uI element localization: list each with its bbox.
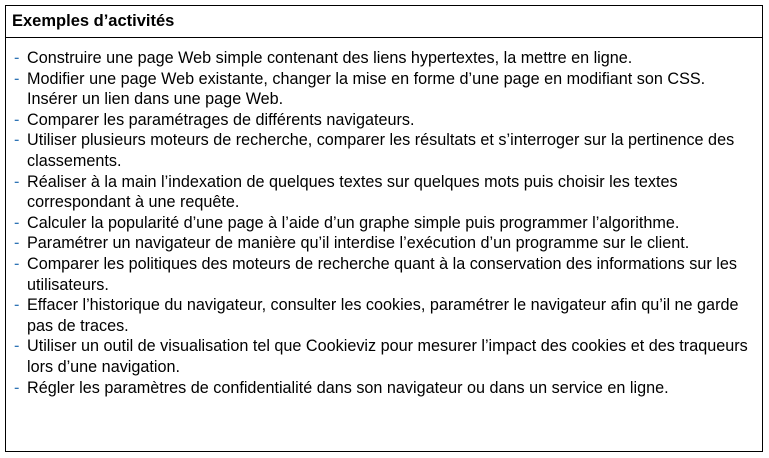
activity-text: Effacer l’historique du navigateur, consulter les cookies, paramétrer le navigateur afin qu’il ne garde pas de traces. [27,296,739,335]
activities-table [5,5,763,452]
list-item [10,130,756,171]
list-item [10,233,756,254]
activity-list [6,38,762,398]
list-item [10,48,756,69]
table-title: Exemples d’activités [12,12,175,30]
activity-text: Comparer les politiques des moteurs de recherche quant à la conservation des informations sur les utilisateurs. [27,254,737,294]
activity-text: Paramétrer un navigateur de manière qu’il interdise l’exécution d’un programme sur le client. [27,234,690,253]
list-item [10,295,756,336]
dash-bullet: - [14,254,20,273]
activity-text: Régler les paramètres de confidentialité dans son navigateur ou dans un service en ligne. [27,378,669,397]
list-item [10,336,756,377]
list-item [10,110,756,131]
dash-bullet: - [14,378,20,397]
list-item [10,172,756,213]
list-item [10,254,756,295]
table-header [6,6,762,38]
activity-text: Construire une page Web simple contenant des liens hypertextes, la mettre en ligne. [27,49,633,67]
dash-bullet: - [14,69,20,88]
activity-text: Comparer les paramétrages de différents navigateurs. [27,110,415,129]
dash-bullet: - [14,49,20,67]
dash-bullet: - [14,234,20,253]
activity-text: Utiliser un outil de visualisation tel que Cookieviz pour mesurer l’impact des cookies et des traqueurs lors d’une navigation. [27,337,748,376]
activity-text: Calculer la popularité d’une page à l’aide d’un graphe simple puis programmer l’algorithme. [27,213,680,232]
activity-text: Réaliser à la main l’indexation de quelques textes sur quelques mots puis choisir les textes correspondant à une requête. [27,172,678,212]
dash-bullet: - [14,131,20,150]
dash-bullet: - [14,296,20,315]
list-item [10,378,756,399]
activity-text: Modifier une page Web existante, changer la mise en forme d’une page en modifiant son CSS. Insérer un lien dans une page Web. [27,69,706,109]
dash-bullet: - [14,172,20,191]
dash-bullet: - [14,110,20,129]
dash-bullet: - [14,337,20,356]
dash-bullet: - [14,213,20,232]
list-item [10,213,756,234]
list-item [10,69,756,110]
activity-text: Utiliser plusieurs moteurs de recherche, comparer les résultats et s’interroger sur la pertinence des classements. [27,131,735,170]
